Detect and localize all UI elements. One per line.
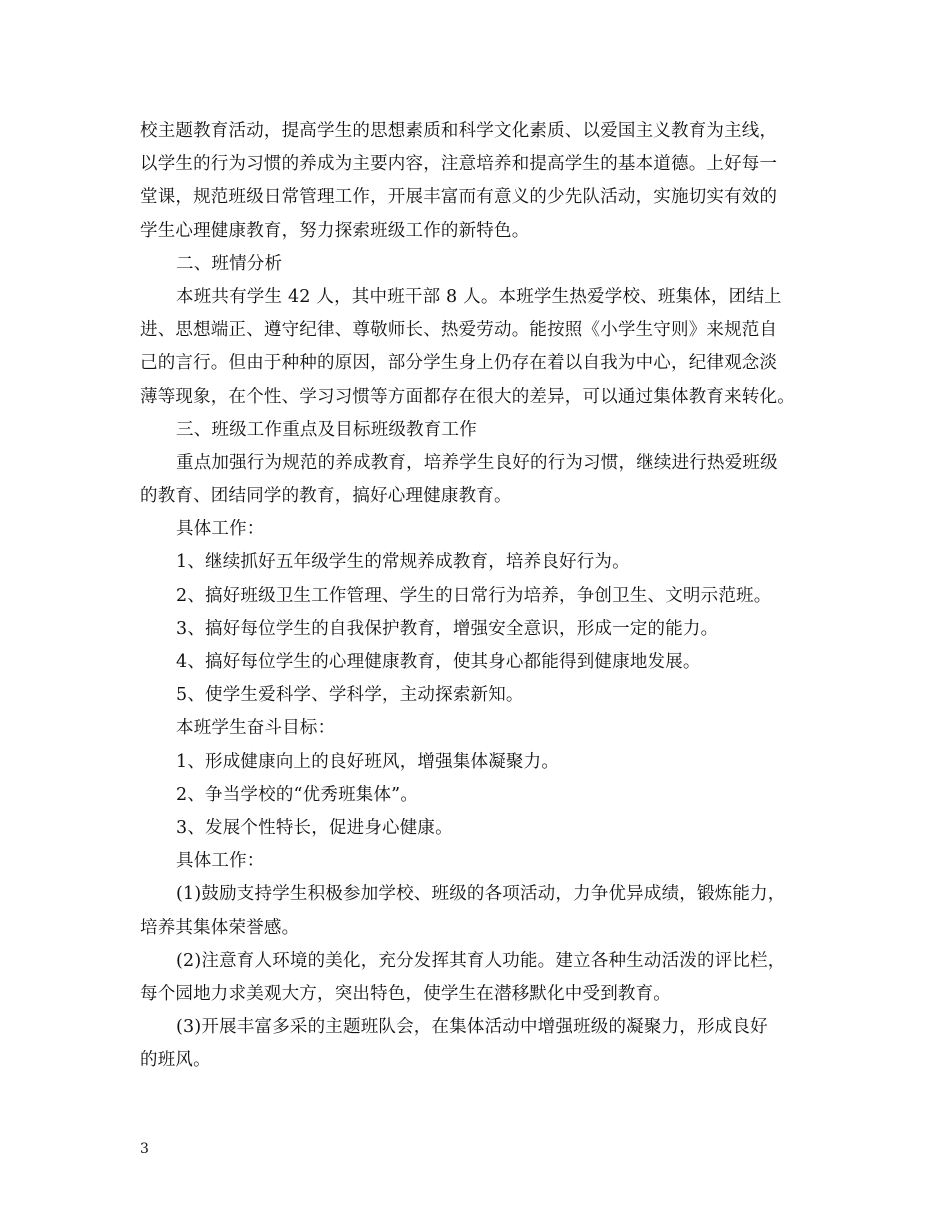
text-line: 3、搞好每位学生的自我保护教育，增强安全意识，形成一定的能力。 — [176, 618, 719, 639]
text-line: 5、使学生爱科学、学科学，主动探索新知。 — [176, 685, 524, 706]
text-line: 三、班级工作重点及目标班级教育工作 — [176, 419, 477, 440]
text-line: (3)开展丰富多采的主题班队会，在集体活动中增强班级的凝聚力，形成良好 — [176, 1017, 768, 1038]
text-line: 1、形成健康向上的良好班风，增强集体凝聚力。 — [176, 751, 560, 772]
text-line: 4、搞好每位学生的心理健康教育，使其身心都能得到健康地发展。 — [176, 652, 701, 672]
text-line: 进、思想端正、遵守纪律、尊敬师长、热爱劳动。能按照《小学生守则》来规范自 — [140, 320, 778, 341]
text-line: 重点加强行为规范的养成教育，培养学生良好的行为习惯，继续进行热爱班级 — [176, 452, 778, 473]
text-line: 3、发展个性特长，促进身心健康。 — [176, 817, 453, 838]
text-line: 的教育、团结同学的教育，搞好心理健康教育。 — [140, 486, 512, 507]
text-line: 每个园地力求美观大方，突出特色，使学生在潜移默化中受到教育。 — [140, 983, 671, 1004]
text-line: 的班风。 — [140, 1050, 211, 1071]
text-line: 1、继续抓好五年级学生的常规养成教育，培养良好行为。 — [176, 552, 630, 573]
document-body — [140, 115, 830, 1077]
text-line: 本班共有学生 42 人，其中班干部 8 人。本班学生热爱学校、班集体，团结上 — [176, 286, 782, 307]
text-line: 本班学生奋斗目标： — [176, 718, 336, 739]
text-line: 以学生的行为习惯的养成为主要内容，注意培养和提高学生的基本道德。上好每一 — [140, 154, 778, 175]
page-number: 3 — [140, 1141, 149, 1157]
text-line: 薄等现象，在个性、学习习惯等方面都存在很大的差异，可以通过集体教育来转化。 — [140, 386, 795, 407]
text-line: 堂课，规范班级日常管理工作，开展丰富而有意义的少先队活动，实施切实有效的 — [140, 187, 778, 208]
text-line: 2、争当学校的“优秀班集体”。 — [176, 784, 419, 805]
text-line: (2)注意育人环境的美化，充分发挥其育人功能。建立各种生动活泼的评比栏， — [176, 950, 786, 971]
text-line: 2、搞好班级卫生工作管理、学生的日常行为培养，争创卫生、文明示范班。 — [176, 585, 772, 606]
text-line: 具体工作： — [176, 851, 265, 872]
text-line: (1)鼓励支持学生积极参加学校、班级的各项活动，力争优异成绩，锻炼能力， — [176, 884, 786, 905]
text-line: 校主题教育活动，提高学生的思想素质和科学文化素质、以爱国主义教育为主线， — [140, 121, 778, 141]
text-line: 培养其集体荣誉感。 — [140, 917, 300, 938]
text-line: 具体工作： — [176, 519, 265, 540]
text-line: 二、班情分析 — [176, 253, 283, 274]
text-line: 学生心理健康教育，努力探索班级工作的新特色。 — [140, 220, 530, 241]
text-line: 己的言行。但由于种种的原因，部分学生身上仍存在着以自我为中心，纪律观念淡 — [140, 353, 778, 374]
